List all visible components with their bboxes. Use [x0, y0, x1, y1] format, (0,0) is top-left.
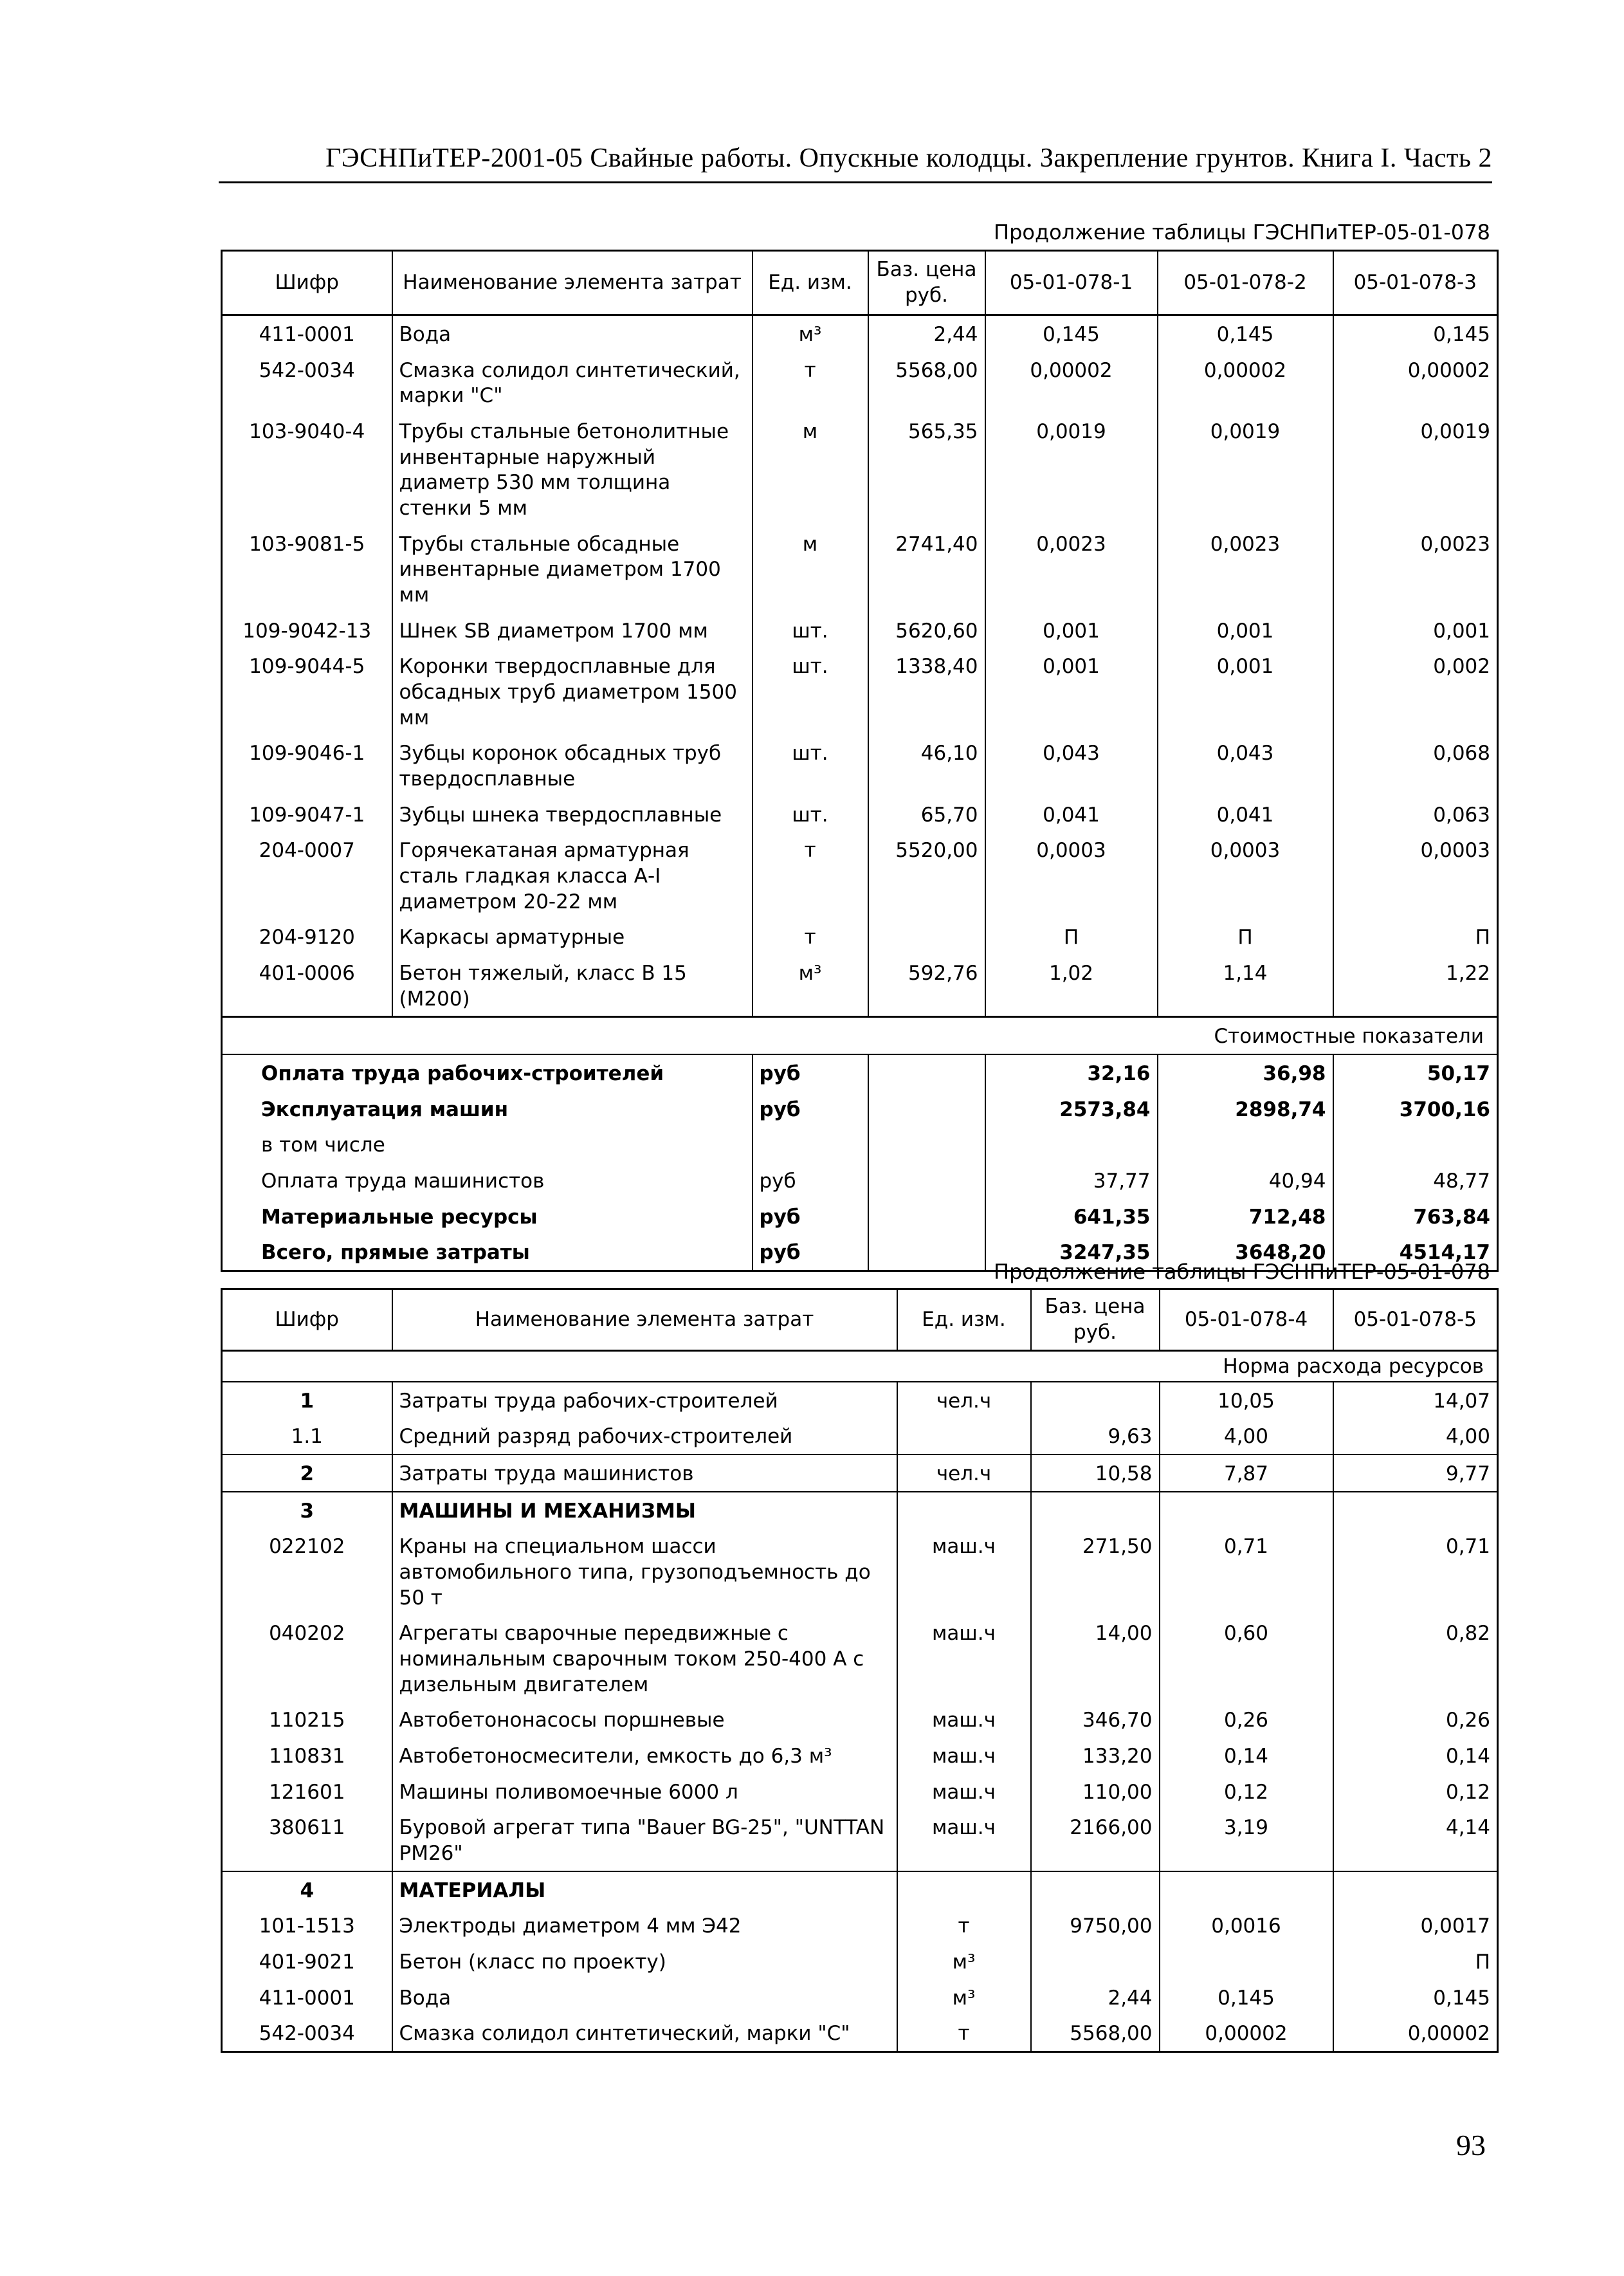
summary-value: 50,17	[1333, 1054, 1498, 1091]
price-cell: 46,10	[868, 735, 985, 796]
value-cell: 0,14	[1160, 1738, 1333, 1774]
value-cell	[1333, 1492, 1498, 1528]
price-cell: 65,70	[868, 796, 985, 832]
value-cell: 0,145	[985, 315, 1158, 352]
empty-cell	[868, 1091, 985, 1127]
name-cell: Шнек SB диаметром 1700 мм	[392, 612, 753, 648]
price-cell: 110,00	[1031, 1774, 1160, 1810]
value-cell: 0,0003	[985, 832, 1158, 919]
name-cell: Коронки твердосплавные для обсадных труб диаметром 1500 мм	[392, 648, 753, 735]
code-cell: 109-9044-5	[222, 648, 392, 735]
summary-unit: руб	[753, 1234, 868, 1271]
value-cell: 0,001	[985, 648, 1158, 735]
summary-label: Материальные ресурсы	[222, 1198, 753, 1234]
name-cell: Зубцы коронок обсадных труб твердосплавные	[392, 735, 753, 796]
unit-cell: шт.	[753, 612, 868, 648]
unit-cell: м³	[897, 1979, 1031, 2015]
value-cell: 0,0023	[1158, 526, 1333, 612]
price-cell: 2741,40	[868, 526, 985, 612]
unit-cell: м³	[753, 955, 868, 1017]
table-row	[222, 1774, 1498, 1810]
name-cell: Буровой агрегат типа "Bauer BG-25", "UNTTAN PM26"	[392, 1809, 897, 1871]
cost-label: Стоимостные показатели	[222, 1017, 1498, 1054]
header-title: ГЭСНПиТЕР-2001-05 Свайные работы. Опускные колодцы. Закрепление грунтов. Книга I. Часть 2	[325, 143, 1492, 173]
value-cell: 4,00	[1160, 1418, 1333, 1455]
table2-header-unit: Ед. изм.	[897, 1289, 1031, 1351]
value-cell: 0,001	[1158, 648, 1333, 735]
value-cell: 0,145	[1333, 315, 1498, 352]
summary-value: 2573,84	[985, 1091, 1158, 1127]
table-row	[222, 315, 1498, 352]
summary-row	[222, 1162, 1498, 1198]
value-cell: 0,14	[1333, 1738, 1498, 1774]
name-cell: Агрегаты сварочные передвижные с номинальным сварочным током 250-400 А с дизельным двигателем	[392, 1615, 897, 1702]
code-cell: 110831	[222, 1738, 392, 1774]
value-cell	[1160, 1492, 1333, 1528]
unit-cell: м	[753, 526, 868, 612]
summary-value: 37,77	[985, 1162, 1158, 1198]
summary-unit: руб	[753, 1198, 868, 1234]
value-cell: 0,001	[1158, 612, 1333, 648]
value-cell: П	[1333, 919, 1498, 955]
empty-cell	[868, 1126, 985, 1162]
unit-cell: маш.ч	[897, 1738, 1031, 1774]
value-cell: П	[1333, 1943, 1498, 1979]
code-cell: 1.1	[222, 1418, 392, 1455]
value-cell: 0,145	[1333, 1979, 1498, 2015]
price-cell: 5568,00	[868, 352, 985, 413]
unit-cell: маш.ч	[897, 1528, 1031, 1615]
unit-cell: чел.ч	[897, 1382, 1031, 1418]
summary-label: Всего, прямые затраты	[222, 1234, 753, 1271]
unit-cell	[897, 1871, 1031, 1908]
unit-cell: т	[897, 2015, 1031, 2051]
value-cell: 0,068	[1333, 735, 1498, 796]
price-cell: 10,58	[1031, 1455, 1160, 1492]
value-cell: 7,87	[1160, 1455, 1333, 1492]
table2-header-name: Наименование элемента затрат	[392, 1289, 897, 1351]
table-row	[222, 1871, 1498, 1908]
name-cell: Машины поливомоечные 6000 л	[392, 1774, 897, 1810]
value-cell: 0,0019	[1333, 413, 1498, 526]
name-cell: Бетон тяжелый, класс В 15 (М200)	[392, 955, 753, 1017]
table1-header-col3: 05-01-078-3	[1333, 251, 1498, 315]
code-cell: 411-0001	[222, 315, 392, 352]
unit-cell: т	[753, 919, 868, 955]
summary-value: 2898,74	[1158, 1091, 1333, 1127]
value-cell: 0,063	[1333, 796, 1498, 832]
summary-value	[985, 1126, 1158, 1162]
empty-cell	[868, 1198, 985, 1234]
summary-label: в том числе	[222, 1126, 753, 1162]
table1-header-col1: 05-01-078-1	[985, 251, 1158, 315]
code-cell: 204-0007	[222, 832, 392, 919]
value-cell: 0,041	[1158, 796, 1333, 832]
price-cell: 5520,00	[868, 832, 985, 919]
unit-cell: маш.ч	[897, 1702, 1031, 1738]
code-cell: 109-9047-1	[222, 796, 392, 832]
table-row	[222, 1702, 1498, 1738]
table-row	[222, 735, 1498, 796]
summary-value: 712,48	[1158, 1198, 1333, 1234]
unit-cell	[897, 1492, 1031, 1528]
value-cell	[1160, 1943, 1333, 1979]
table-row	[222, 1528, 1498, 1615]
code-cell: 101-1513	[222, 1907, 392, 1943]
value-cell: 0,0023	[985, 526, 1158, 612]
price-cell	[1031, 1871, 1160, 1908]
summary-value: 40,94	[1158, 1162, 1333, 1198]
empty-cell	[868, 1234, 985, 1271]
name-cell: Автобетононасосы поршневые	[392, 1702, 897, 1738]
value-cell: 0,00002	[1158, 352, 1333, 413]
table1-header-row	[222, 251, 1498, 315]
name-cell: Бетон (класс по проекту)	[392, 1943, 897, 1979]
summary-row	[222, 1091, 1498, 1127]
name-cell: Каркасы арматурные	[392, 919, 753, 955]
summary-unit: руб	[753, 1162, 868, 1198]
value-cell: 0,145	[1160, 1979, 1333, 2015]
value-cell: 0,0016	[1160, 1907, 1333, 1943]
page-header	[219, 143, 1492, 179]
value-cell: 0,002	[1333, 648, 1498, 735]
summary-label: Эксплуатация машин	[222, 1091, 753, 1127]
summary-value: 32,16	[985, 1054, 1158, 1091]
code-cell: 542-0034	[222, 352, 392, 413]
empty-cell	[868, 1054, 985, 1091]
value-cell: 0,26	[1160, 1702, 1333, 1738]
value-cell: 0,00002	[1333, 352, 1498, 413]
summary-row	[222, 1054, 1498, 1091]
summary-unit: руб	[753, 1054, 868, 1091]
code-cell: 4	[222, 1871, 392, 1908]
code-cell: 1	[222, 1382, 392, 1418]
name-cell: Смазка солидол синтетический, марки "С"	[392, 352, 753, 413]
unit-cell: т	[753, 352, 868, 413]
table2-header-row	[222, 1289, 1498, 1351]
value-cell: 0,0019	[1158, 413, 1333, 526]
name-cell: Затраты труда машинистов	[392, 1455, 897, 1492]
table2-header-code: Шифр	[222, 1289, 392, 1351]
code-cell: 022102	[222, 1528, 392, 1615]
price-cell: 346,70	[1031, 1702, 1160, 1738]
table-row	[222, 526, 1498, 612]
code-cell: 109-9046-1	[222, 735, 392, 796]
name-cell: Электроды диаметром 4 мм Э42	[392, 1907, 897, 1943]
table2-caption: Продолжение таблицы ГЭСНПиТЕР-05-01-078	[994, 1260, 1490, 1284]
code-cell: 121601	[222, 1774, 392, 1810]
code-cell: 204-9120	[222, 919, 392, 955]
price-cell: 565,35	[868, 413, 985, 526]
value-cell: 14,07	[1333, 1382, 1498, 1418]
code-cell: 3	[222, 1492, 392, 1528]
unit-cell: шт.	[753, 735, 868, 796]
price-cell: 1338,40	[868, 648, 985, 735]
table-row	[222, 1382, 1498, 1418]
table-row	[222, 1943, 1498, 1979]
name-cell: Смазка солидол синтетический, марки "С"	[392, 2015, 897, 2051]
unit-cell: чел.ч	[897, 1455, 1031, 1492]
price-cell: 2,44	[868, 315, 985, 352]
code-cell: 542-0034	[222, 2015, 392, 2051]
value-cell: 1,02	[985, 955, 1158, 1017]
summary-value: 36,98	[1158, 1054, 1333, 1091]
value-cell: 0,043	[985, 735, 1158, 796]
table2-header-price: Баз. цена руб.	[1031, 1289, 1160, 1351]
code-cell: 040202	[222, 1615, 392, 1702]
value-cell	[1333, 1871, 1498, 1908]
table1-header-unit: Ед. изм.	[753, 251, 868, 315]
table-row	[222, 1907, 1498, 1943]
table-row	[222, 413, 1498, 526]
unit-cell: т	[753, 832, 868, 919]
table-row	[222, 2015, 1498, 2051]
unit-cell: т	[897, 1907, 1031, 1943]
price-cell	[1031, 1492, 1160, 1528]
value-cell: П	[1158, 919, 1333, 955]
name-cell: МАТЕРИАЛЫ	[392, 1871, 897, 1908]
value-cell: 4,00	[1333, 1418, 1498, 1455]
table-row	[222, 1738, 1498, 1774]
summary-row	[222, 1126, 1498, 1162]
table1-header-col2: 05-01-078-2	[1158, 251, 1333, 315]
summary-value: 3700,16	[1333, 1091, 1498, 1127]
name-cell: Затраты труда рабочих-строителей	[392, 1382, 897, 1418]
name-cell: Вода	[392, 1979, 897, 2015]
unit-cell: шт.	[753, 648, 868, 735]
price-cell: 9,63	[1031, 1418, 1160, 1455]
code-cell: 411-0001	[222, 1979, 392, 2015]
table-row	[222, 919, 1498, 955]
value-cell: 9,77	[1333, 1455, 1498, 1492]
table-row	[222, 648, 1498, 735]
value-cell: 4,14	[1333, 1809, 1498, 1871]
price-cell: 9750,00	[1031, 1907, 1160, 1943]
price-cell: 133,20	[1031, 1738, 1160, 1774]
table-row	[222, 1615, 1498, 1702]
value-cell: 0,00002	[1160, 2015, 1333, 2051]
price-cell: 592,76	[868, 955, 985, 1017]
value-cell: 0,60	[1160, 1615, 1333, 1702]
table2-header-col5: 05-01-078-5	[1333, 1289, 1498, 1351]
summary-label: Оплата труда машинистов	[222, 1162, 753, 1198]
code-cell: 401-0006	[222, 955, 392, 1017]
code-cell: 103-9040-4	[222, 413, 392, 526]
price-cell: 271,50	[1031, 1528, 1160, 1615]
name-cell: Горячекатаная арматурная сталь гладкая класса А-I диаметром 20-22 мм	[392, 832, 753, 919]
table2	[221, 1288, 1499, 2053]
value-cell: 10,05	[1160, 1382, 1333, 1418]
unit-cell: м	[753, 413, 868, 526]
table-row	[222, 796, 1498, 832]
name-cell: Трубы стальные обсадные инвентарные диаметром 1700 мм	[392, 526, 753, 612]
name-cell: Краны на специальном шасси автомобильного типа, грузоподъемность до 50 т	[392, 1528, 897, 1615]
value-cell: 0,0003	[1158, 832, 1333, 919]
price-cell: 5620,60	[868, 612, 985, 648]
value-cell: 0,12	[1160, 1774, 1333, 1810]
code-cell: 2	[222, 1455, 392, 1492]
price-cell	[1031, 1382, 1160, 1418]
name-cell: Трубы стальные бетонолитные инвентарные наружный диаметр 530 мм толщина стенки 5 мм	[392, 413, 753, 526]
summary-value: 3247,35	[985, 1234, 1158, 1271]
value-cell: 0,145	[1158, 315, 1333, 352]
empty-cell	[868, 1162, 985, 1198]
table-row	[222, 1418, 1498, 1455]
value-cell: 0,0019	[985, 413, 1158, 526]
table2-header-col4: 05-01-078-4	[1160, 1289, 1333, 1351]
name-cell: МАШИНЫ И МЕХАНИЗМЫ	[392, 1492, 897, 1528]
code-cell: 109-9042-13	[222, 612, 392, 648]
table-row	[222, 1492, 1498, 1528]
table1-caption: Продолжение таблицы ГЭСНПиТЕР-05-01-078	[994, 220, 1490, 244]
value-cell: 0,71	[1160, 1528, 1333, 1615]
table-row	[222, 352, 1498, 413]
summary-unit	[753, 1126, 868, 1162]
value-cell: 0,041	[985, 796, 1158, 832]
unit-cell: маш.ч	[897, 1809, 1031, 1871]
name-cell: Автобетоносмесители, емкость до 6,3 м³	[392, 1738, 897, 1774]
code-cell: 401-9021	[222, 1943, 392, 1979]
summary-value	[1333, 1126, 1498, 1162]
table1-header-price: Баз. цена руб.	[868, 251, 985, 315]
name-cell: Средний разряд рабочих-строителей	[392, 1418, 897, 1455]
summary-value: 763,84	[1333, 1198, 1498, 1234]
summary-row	[222, 1198, 1498, 1234]
header-rule	[219, 181, 1492, 183]
norm-label: Норма расхода ресурсов	[222, 1351, 1498, 1382]
table1-header-name: Наименование элемента затрат	[392, 251, 753, 315]
value-cell: 3,19	[1160, 1809, 1333, 1871]
page-number: 93	[1456, 2129, 1486, 2161]
price-cell: 14,00	[1031, 1615, 1160, 1702]
summary-value: 3648,20	[1158, 1234, 1333, 1271]
cost-label-row	[222, 1017, 1498, 1054]
value-cell: 0,001	[1333, 612, 1498, 648]
norm-label-row	[222, 1351, 1498, 1382]
value-cell: 0,0017	[1333, 1907, 1498, 1943]
table1	[221, 250, 1499, 1272]
value-cell: 0,00002	[985, 352, 1158, 413]
unit-cell: маш.ч	[897, 1774, 1031, 1810]
price-cell: 5568,00	[1031, 2015, 1160, 2051]
summary-value: 4514,17	[1333, 1234, 1498, 1271]
summary-unit: руб	[753, 1091, 868, 1127]
table1-header-code: Шифр	[222, 251, 392, 315]
table-row	[222, 612, 1498, 648]
price-cell	[868, 919, 985, 955]
unit-cell: м³	[753, 315, 868, 352]
code-cell: 110215	[222, 1702, 392, 1738]
summary-value: 48,77	[1333, 1162, 1498, 1198]
table-row	[222, 955, 1498, 1017]
value-cell: 1,22	[1333, 955, 1498, 1017]
value-cell: 0,0023	[1333, 526, 1498, 612]
value-cell: 0,00002	[1333, 2015, 1498, 2051]
value-cell: 0,71	[1333, 1528, 1498, 1615]
value-cell: 0,26	[1333, 1702, 1498, 1738]
value-cell: 0,001	[985, 612, 1158, 648]
unit-cell: шт.	[753, 796, 868, 832]
unit-cell: маш.ч	[897, 1615, 1031, 1702]
name-cell: Вода	[392, 315, 753, 352]
summary-label: Оплата труда рабочих-строителей	[222, 1054, 753, 1091]
summary-value: 641,35	[985, 1198, 1158, 1234]
value-cell	[1160, 1871, 1333, 1908]
value-cell: 0,043	[1158, 735, 1333, 796]
value-cell: 1,14	[1158, 955, 1333, 1017]
summary-value	[1158, 1126, 1333, 1162]
code-cell: 103-9081-5	[222, 526, 392, 612]
table-row	[222, 1809, 1498, 1871]
name-cell: Зубцы шнека твердосплавные	[392, 796, 753, 832]
price-cell: 2166,00	[1031, 1809, 1160, 1871]
table-row	[222, 1979, 1498, 2015]
code-cell: 380611	[222, 1809, 392, 1871]
unit-cell: м³	[897, 1943, 1031, 1979]
value-cell: 0,82	[1333, 1615, 1498, 1702]
table-row	[222, 832, 1498, 919]
value-cell: 0,12	[1333, 1774, 1498, 1810]
table-row	[222, 1455, 1498, 1492]
price-cell	[1031, 1943, 1160, 1979]
unit-cell	[897, 1418, 1031, 1455]
value-cell: П	[985, 919, 1158, 955]
price-cell: 2,44	[1031, 1979, 1160, 2015]
value-cell: 0,0003	[1333, 832, 1498, 919]
